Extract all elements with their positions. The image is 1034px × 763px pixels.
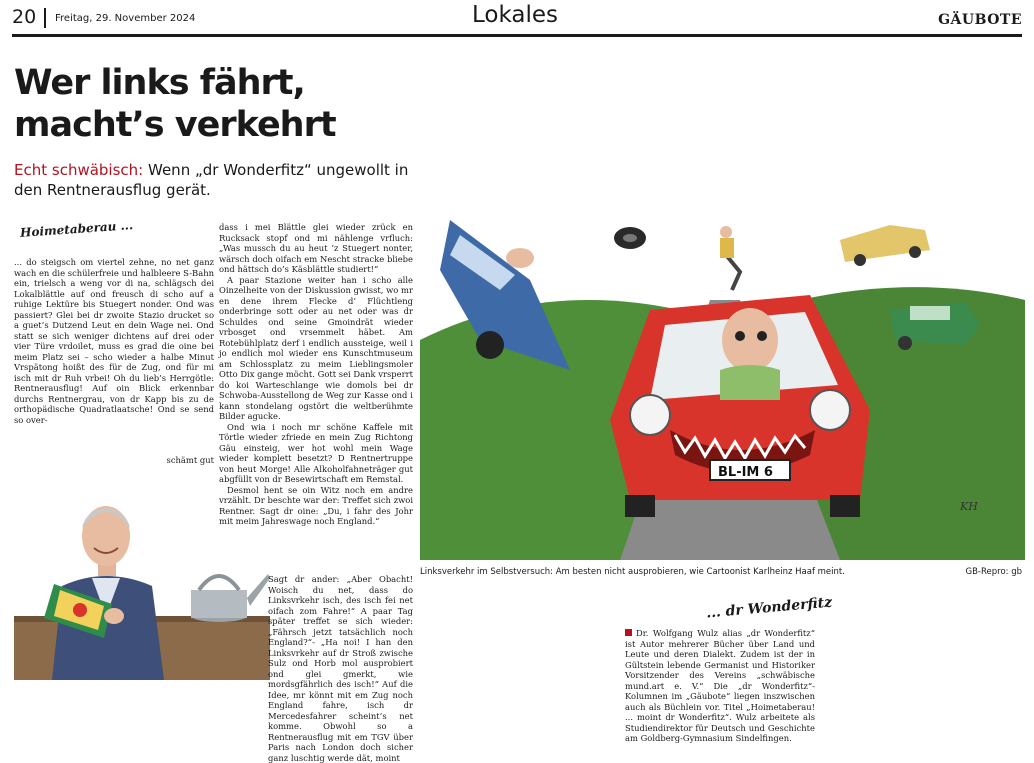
page-number: 20 [12, 6, 37, 28]
newspaper-logo: GÄUBOTE [938, 12, 1022, 28]
license-plate [710, 460, 790, 480]
green-car-icon [890, 302, 980, 350]
text-column-2-wrap [268, 574, 413, 763]
text-column-2 [219, 222, 413, 527]
flying-tire-icon [614, 227, 646, 249]
paragraph: Sagt dr ander: „Aber Obacht! Woisch du net, dass do Linksvrkehr isch, des isch fei net oifach zom Fahre!“ A paar Tag später treffet se sich wieder: „Fährsch jetzt tatsächlich noch England?“- „Ha noi! I han den Linksvrkehr auf dr Stroß zwische Sulz ond Horb mol ausprobiert ond glei gmerkt, wie mordsgfährlich des isch!“ Auf die Idee, mr könnt mit em Zug noch England fahre, isch dr Mercedesfahrer scheint’s net komme. Obwohl so a Rentnerausflug mit em TGV über Paris nach London doch sicher ganz luschtig werde dät, moint [268, 574, 413, 763]
paragraph: dass i mei Blättle glei wieder zrück en Rucksack stopf ond mi nählenge vrfluch: „Was mussch du au heut ’z Stuegert nonter, wärsch doch oifach em Nescht stracke bliebe ond hättsch do’s Käsblättle studiert!“ [219, 222, 413, 274]
author-bio: Dr. Wolfgang Wulz alias „dr Wonderfitz“ ist Autor mehrerer Bücher über Land und Leute und deren Dialekt. Zudem ist der in Gültstein lebende Germanist und Historiker Vorsitzender des Vereins „schwäbische mund.art e. V.“ Die „dr Wonderfitz“-Kolumnen im „Gäubote“ liegen inszwischen auch als Büchlein vor. Titel „Hoimetaberau! ... moint dr Wonderfitz“. Wulz arbeitete als Studiendirektor für Deutsch und Geschichte am Goldberg-Gymnasium Sindelfingen. [625, 628, 815, 743]
bullet-icon [625, 629, 632, 636]
paragraph: Desmol hent se oin Witz noch em andre vrzählt. Dr beschte war der: Treffet sich zwoi Rentner. Sagt dr oine: „Du, i fahr des Johr mit meim Jahreswage noch England.“ [219, 484, 413, 526]
paragraph: Ond wia i noch mr schöne Kaffele mit Törtle wieder zfriede en mein Zug Richtong Gäu einsteig, wer hot wohl mein Wage wieder komplett besetzt? D Rentnertruppe von heut Morge! Alle Alkoholfahneträger gut abgfüllt von dr Besewirtschaft em Remstal. [219, 421, 413, 484]
masthead-divider [44, 8, 46, 28]
headline-line-2: macht’s verkehrt [14, 105, 336, 145]
article-headline [14, 62, 414, 146]
cartoon-caption: Linksverkehr im Selbstversuch: Am besten nicht ausprobieren, wie Cartoonist Karlheinz Haaf meint. [420, 567, 845, 577]
section-title: Lokales [471, 2, 558, 28]
license-plate-text: BL-IM 6 [718, 465, 773, 480]
paragraph: A paar Stazione weiter han i scho alle Oinzelheite von der Diskussion gwisst, wo mr en dene ihrem Flecke d’ Flüchtleng onderbringe sott oder au net oder was dr Schuldes ond seine Gmoindrät wieder vrbosget ond vrsemmelt häbet. Am Rotebühlplatz derf i endlich aussteige, weil i jo endlich mol wieder ens Kunschtmuseum am Schlossplatz zu meim Lieblingsmoler Otto Dix gange möcht. Gott sei Dank vrsperrt do koi Warteschlange wie domols bei dr Schwoba-Ausstellong de Weg zur Kasse ond i kann stondelang ogstört die weltberühmte Bilder agucke. [219, 274, 413, 421]
subhead-text: Wenn „dr Wonderfitz“ ungewollt in den Rentnerausflug gerät. [14, 161, 409, 199]
text-column-1 [14, 257, 214, 425]
author-label: ... dr Wonderfitz [705, 594, 833, 622]
masthead-rule [12, 34, 1022, 37]
image-credit: GB-Repro: gb [965, 567, 1022, 577]
article-subhead [14, 160, 424, 200]
subhead-kicker: Echt schwäbisch: [14, 161, 144, 179]
headline-line-1: Wer links fährt, [14, 63, 305, 103]
issue-date: Freitag, 29. November 2024 [55, 13, 196, 24]
column-label: Hoimetaberau ... [19, 218, 134, 240]
paragraph: ... do steigsch om viertel zehne, no net ganz wach en die schülerfreie und halbleere S-Bahn ein, trielsch a weng vor di na, schlägsch dei Lokalblättle auf ond freusch di scho auf a ruhige Lektüre bis Stuegert nonder. Ond was passiert? Glei bei dr zwoite Stazio drucket so a guet’s Dutzend Leut en dein Wage nei. Ond statt se sich weniger dichtens auf drei oder vier Türe vrdoilet, muss es grad die oine bei meim Platz sei – scho wieder a halbe Minut Vrspätong hoißt des für de Zug, ond für mi isch mit dr Ruh vrbei! Oh du lieb’s Herrgötle: Rentnerausflug! Auf oin Blick erkennbar durchs Rentnergrau, von dr Kapp bis zu de orthopädische Quadratlaatsche! Ond se send so over- [14, 257, 214, 425]
cartoon-signature: KH [960, 500, 978, 513]
paragraph: schämt gut [166, 455, 214, 465]
author-bio-column [625, 628, 815, 744]
cartoon-illustration [420, 40, 1025, 560]
